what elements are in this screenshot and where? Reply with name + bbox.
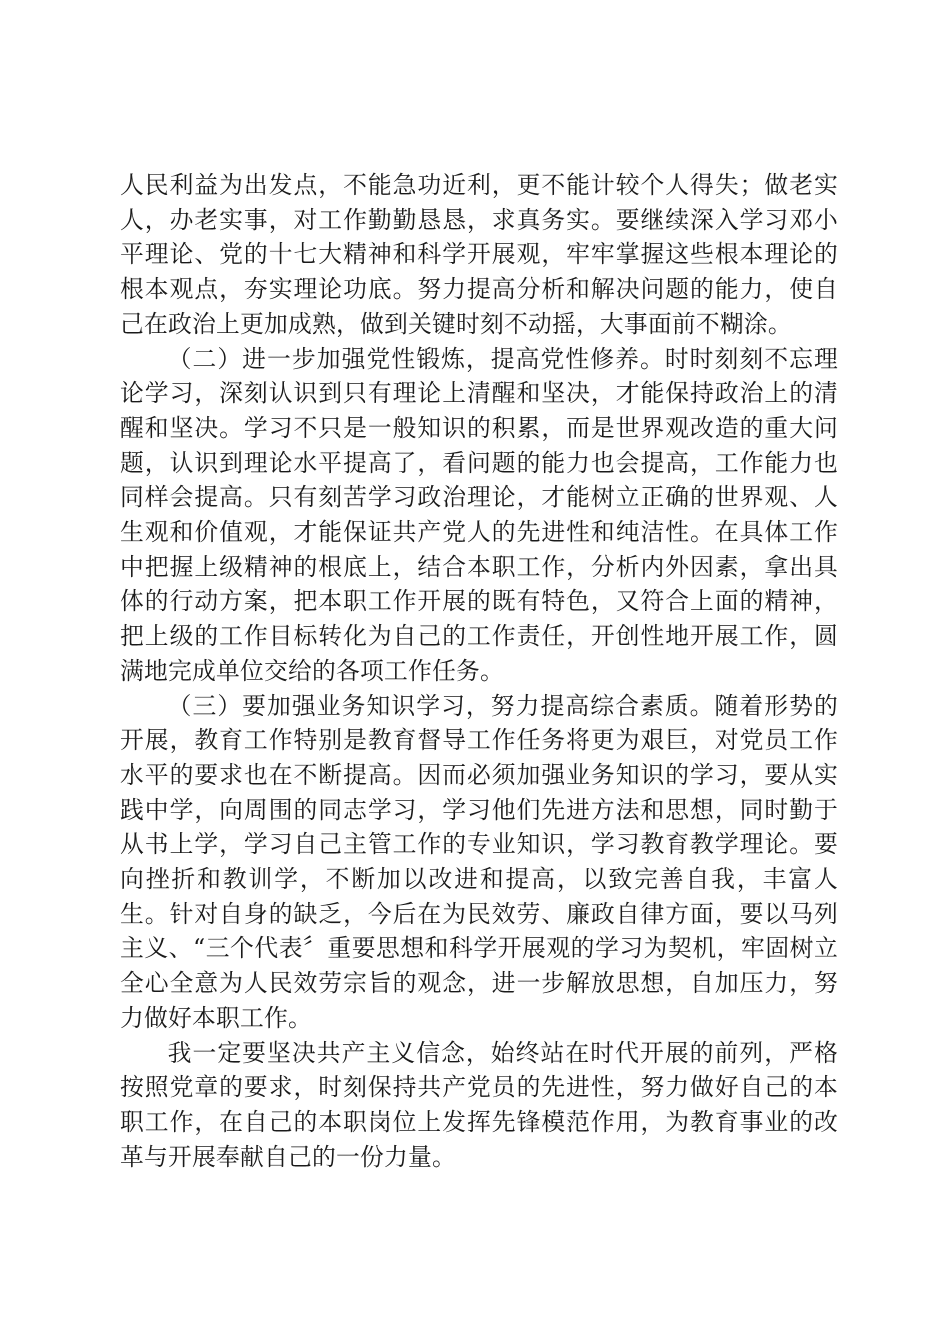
paragraph-section-two: （二）进一步加强党性锻炼，提高党性修养。时时刻刻不忘理论学习，深刻认识到只有理论上清醒和坚决，才能保持政治上的清醒和坚决。学习不只是一般知识的积累，而是世界观改造的重大问题，认识到理论水平提高了，看问题的能力也会提高，工作能力也同样会提高。只有刻苦学习政治理论，才能树立正确的世界观、人生观和价值观，才能保证共产党人的先进性和纯洁性。在具体工作中把握上级精神的根底上，结合本职工作，分析内外因素，拿出具体的行动方案，把本职工作开展的既有特色，又符合上面的精神，把上级的工作目标转化为自己的工作责任，开创性地开展工作，圆满地完成单位交给的各项工作任务。 — [120, 344, 838, 685]
paragraph-continuation: 人民利益为出发点，不能急功近利，更不能计较个人得失；做老实人，办老实事，对工作勤勤恳恳，求真务实。要继续深入学习邓小平理论、党的十七大精神和科学开展观，牢牢掌握这些根本理论的根本观点，夯实理论功底。努力提高分析和解决问题的能力，使自己在政治上更加成熟，做到关键时刻不动摇，大事面前不糊涂。 — [120, 171, 838, 338]
paragraph-conclusion: 我一定要坚决共产主义信念，始终站在时代开展的前列，严格按照党章的要求，时刻保持共产党员的先进性，努力做好自己的本职工作，在自己的本职岗位上发挥先锋模范作用，为教育事业的改革与开展奉献自己的一份力量。 — [120, 1038, 838, 1171]
document-body — [120, 168, 838, 1174]
paragraph-section-three: （三）要加强业务知识学习，努力提高综合素质。随着形势的开展，教育工作特别是教育督导工作任务将更为艰巨，对党员工作水平的要求也在不断提高。因而必须加强业务知识的学习，要从实践中学，向周围的同志学习，学习他们先进方法和思想，同时勤于从书上学，学习自己主管工作的专业知识，学习教育教学理论。要向挫折和教训学，不断加以改进和提高，以致完善自我，丰富人生。针对自身的缺乏，今后在为民效劳、廉政自律方面，要以马列主义、“三个代表〞重要思想和科学开展观的学习为契机，牢固树立全心全意为人民效劳宗旨的观念，进一步解放思想，自加压力，努力做好本职工作。 — [120, 691, 838, 1032]
